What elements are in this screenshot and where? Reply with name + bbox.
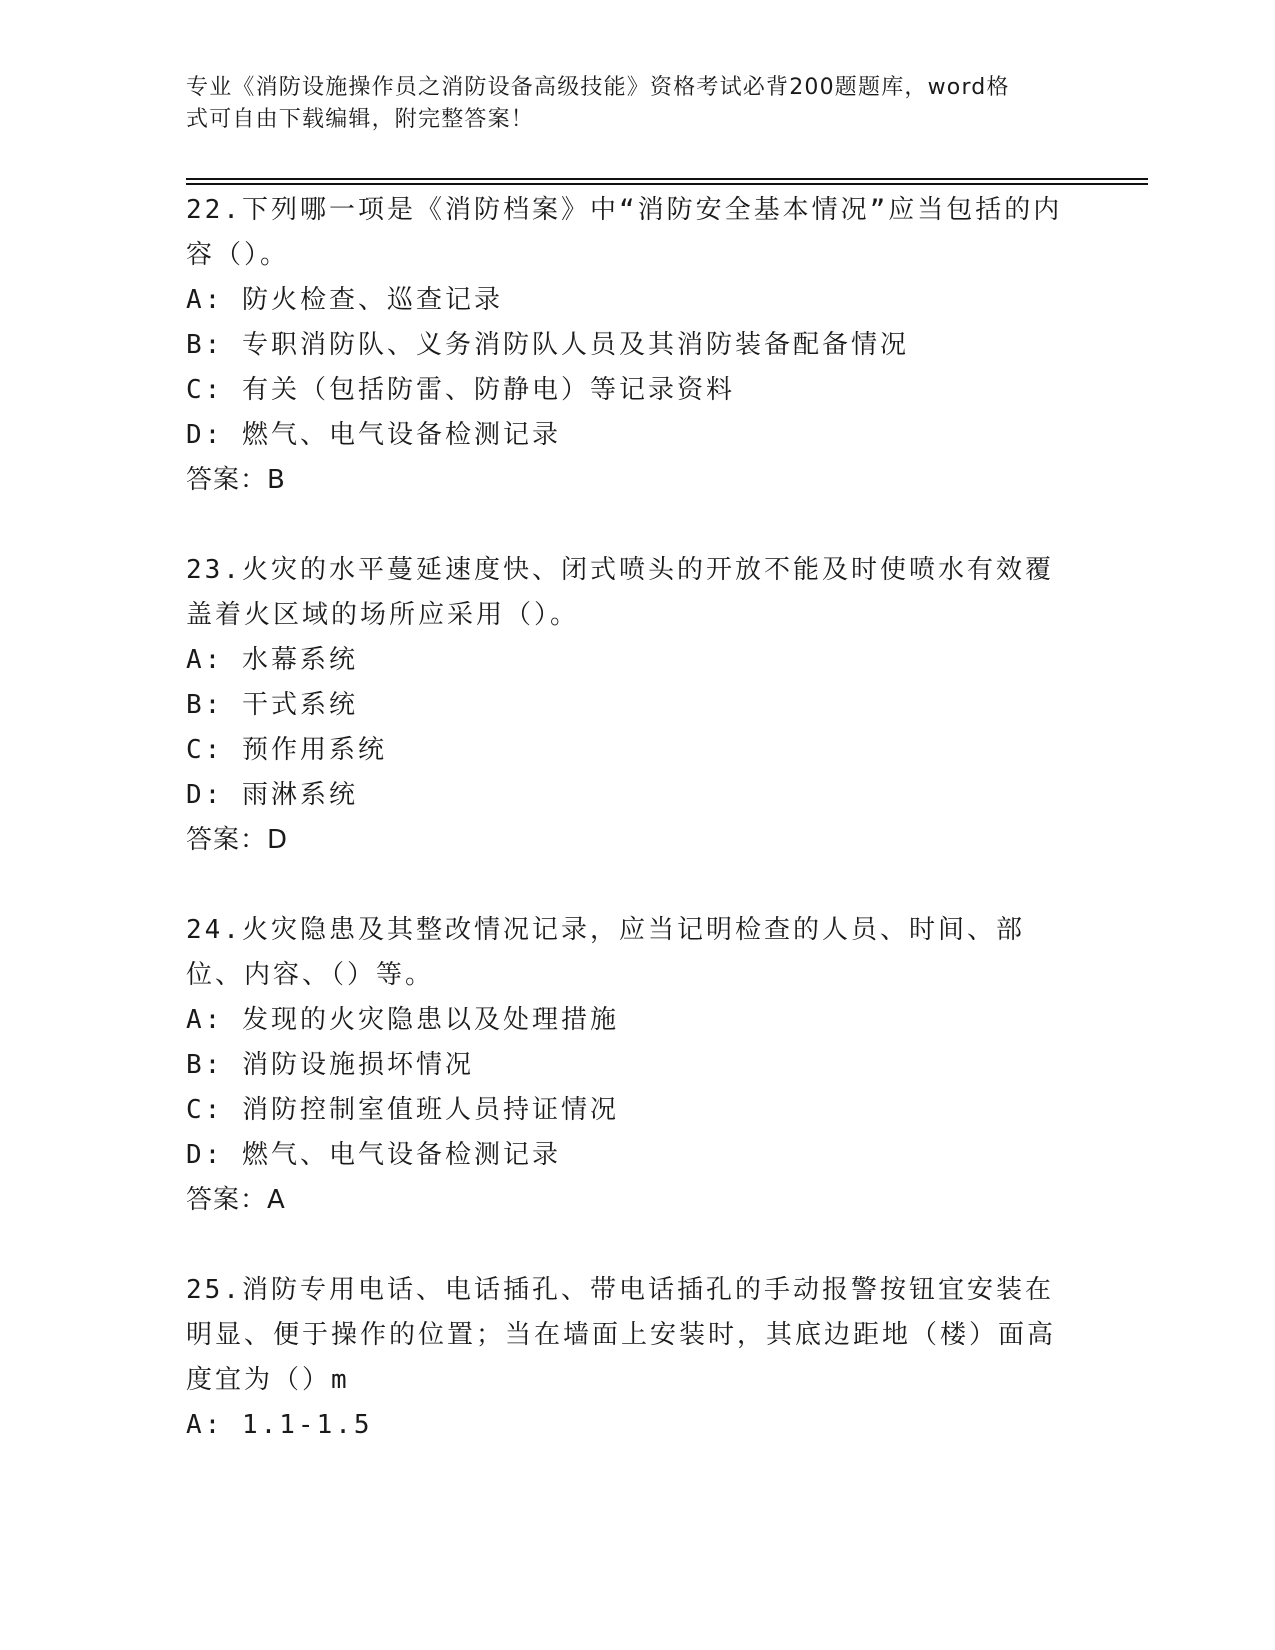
question-stem: 24.火灾隐患及其整改情况记录，应当记明检查的人员、时间、部位、内容、（）等。 [186, 915, 1025, 990]
header-line-1: 专业《消防设施操作员之消防设备高级技能》资格考试必背200题题库，word格 [186, 75, 1010, 100]
question-stem: 22.下列哪一项是《消防档案》中“消防安全基本情况”应当包括的内容（）。 [186, 195, 1063, 270]
option-a: A: 发现的火灾隐患以及处理措施 [186, 1005, 619, 1035]
question-23 [186, 548, 1076, 863]
option-c: C: 消防控制室值班人员持证情况 [186, 1095, 619, 1125]
header-divider-bottom [186, 183, 1148, 185]
option-b: B: 干式系统 [186, 690, 358, 720]
question-24 [186, 908, 1076, 1223]
option-d: D: 燃气、电气设备检测记录 [186, 420, 561, 450]
answer-label: 答案：D [186, 825, 289, 855]
answer-label: 答案：B [186, 465, 286, 495]
question-stem: 25.消防专用电话、电话插孔、带电话插孔的手动报警按钮宜安装在明显、便于操作的位置；当在墙面上安装时，其底边距地（楼）面高度宜为（）m [186, 1275, 1057, 1395]
option-a: A: 水幕系统 [186, 645, 358, 675]
option-d: D: 雨淋系统 [186, 780, 358, 810]
question-25 [186, 1268, 1076, 1448]
option-a: A: 1.1-1.5 [186, 1410, 373, 1440]
option-a: A: 防火检查、巡查记录 [186, 285, 503, 315]
answer-label: 答案：A [186, 1185, 286, 1215]
option-c: C: 有关（包括防雷、防静电）等记录资料 [186, 375, 735, 405]
header-divider-top [186, 178, 1148, 180]
question-stem: 23.火灾的水平蔓延速度快、闭式喷头的开放不能及时使喷水有效覆盖着火区域的场所应采用（）。 [186, 555, 1054, 630]
question-list [186, 188, 1076, 1493]
option-c: C: 预作用系统 [186, 735, 387, 765]
option-d: D: 燃气、电气设备检测记录 [186, 1140, 561, 1170]
document-header [186, 72, 1066, 136]
option-b: B: 消防设施损坏情况 [186, 1050, 474, 1080]
option-b: B: 专职消防队、义务消防队人员及其消防装备配备情况 [186, 330, 909, 360]
header-line-2: 式可自由下载编辑，附完整答案！ [186, 107, 535, 132]
question-22 [186, 188, 1076, 503]
